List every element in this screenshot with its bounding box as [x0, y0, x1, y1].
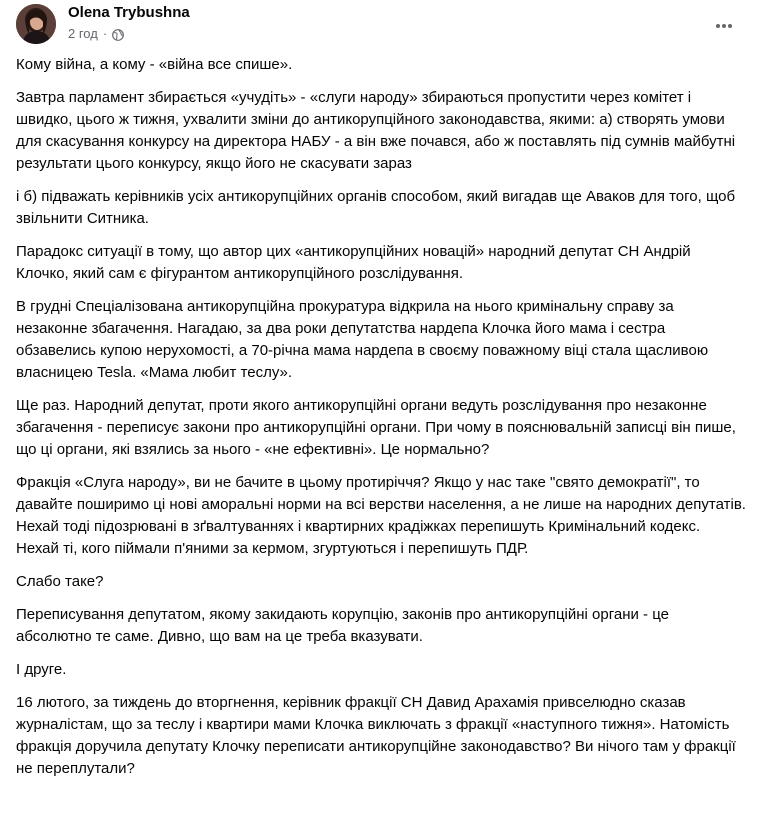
avatar[interactable] [16, 4, 56, 44]
post-paragraph: Переписування депутатом, якому закидають корупцію, законів про антикорупційні органи - це абсолютно те саме. Дивно, що вам на це треба вказувати. [16, 606, 669, 645]
post-paragraph: і б) підважать керівників усіх антикорупційних органів способом, який вигадав ще Аваков для того, щоб звільнити Ситника. [16, 188, 736, 227]
globe-icon [112, 28, 124, 40]
author-name[interactable]: Olena Trybushna [68, 4, 190, 21]
post-paragraph: Фракція «Слуга народу», ви не бачите в цьому протиріччя? Якщо у нас таке "свято демократії", то давайте поширимо ці нові аморальні норми на всі верстви населення, а не лише на народних депутатів. Нехай тоді підозрювані в зґвалтуваннях і квартирних крадіжках перепишуть Кримінальний кодекс. Нехай ті, кого піймали п'яними за кермом, згуртуються і перепишуть ПДР. [16, 474, 746, 557]
post-paragraph: Ще раз. Народний депутат, проти якого антикорупційні органи ведуть розслідування про незаконне збагачення - переписує закони про антикорупційні органи. При чому в пояснювальній записці він пише, що ці органи, які взялись за нього - «не ефективні». Це нормально? [16, 397, 736, 458]
more-horizontal-icon [714, 16, 734, 36]
avatar-image [16, 4, 56, 44]
post-meta [68, 25, 124, 43]
more-options-button[interactable] [706, 8, 742, 44]
post-paragraph: Завтра парламент збирається «учудіть» - «слуги народу» збираються пропустити через комітет і швидко, цього ж тижня, ухвалити зміни до антикорупційного законодавства, якими: а) створять умови для скасування конкурсу на директора НАБУ - а він вже почався, або ж поставлять під сумнів майбутні результати цього конкурсу, якщо його не скасувати зараз [16, 89, 736, 172]
post-paragraph: Парадокс ситуації в тому, що автор цих «антикорупційних новацій» народний депутат СН Андрій Клочко, який сам є фігурантом антикорупційного розслідування. [16, 243, 691, 282]
post-paragraph: В грудні Спеціалізована антикорупційна прокуратура відкрила на нього кримінальну справу за незаконне збагачення. Нагадаю, за два роки депутатства нардепа Клочка його мама і сестра обзавелись купою нерухомості, а 70-річна мама нардепа в своєму поважному віці стала щасливою власницею Tesla. «Мама любит теслу». [16, 298, 709, 381]
post-header [0, 0, 762, 52]
post-paragraph: 16 лютого, за тиждень до вторгнення, керівник фракції СН Давид Арахамія привселюдно сказав журналістам, що за теслу і квартири мами Клочка виключать з фракції «наступного тижня». Натомість фракція доручила депутату Клочку переписати антикорупційне законодавство? Ви нічого там у фракції не переплутали? [16, 694, 736, 777]
post-time[interactable]: 2 год [68, 26, 98, 41]
post-paragraph: Слабо таке? [16, 573, 104, 590]
meta-separator: · [102, 26, 108, 41]
post-paragraph: І друге. [16, 661, 67, 678]
post-body [16, 54, 746, 791]
post-paragraph: Кому війна, а кому - «війна все спише». [16, 56, 293, 73]
